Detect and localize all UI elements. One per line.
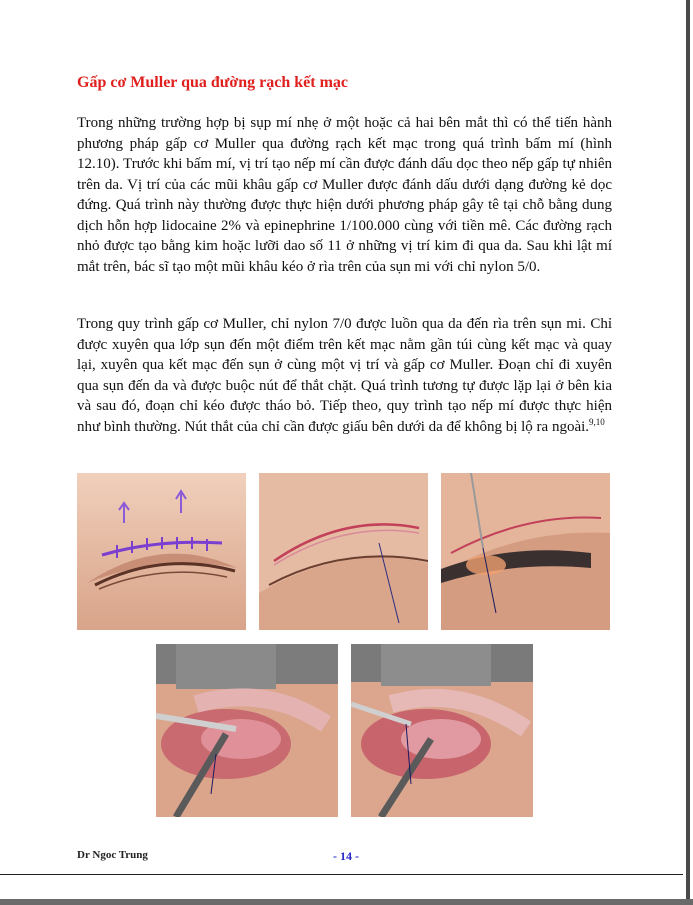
surgery-photo-3	[441, 473, 610, 630]
page-number: - 14 -	[333, 849, 359, 863]
section-heading: Gấp cơ Muller qua đường rạch kết mạc	[77, 74, 349, 91]
surgery-photo-1	[77, 473, 246, 630]
footer-author: Dr Ngoc Trung	[77, 849, 148, 861]
page-border-bottom	[0, 899, 693, 905]
paragraph-2	[77, 314, 612, 437]
page-border-right	[686, 0, 690, 905]
surgery-photo-4	[156, 644, 338, 817]
footer-divider	[0, 874, 683, 875]
surgery-photo-5	[351, 644, 533, 817]
citation-superscript: 9,10	[589, 416, 605, 427]
paragraph-1: Trong những trường hợp bị sụp mí nhẹ ở một hoặc cả hai bên mắt thì có thể tiến hành phương pháp gấp cơ Muller qua đường rạch kết mạc trong quá trình bấm mí (hình 12.10). Trước khi bấm mí, vị trí tạo nếp mí cần được đánh dấu dọc theo nếp gấp tự nhiên trên da. Vị trí của các mũi khâu gấp cơ Muller được đánh dấu dưới dạng đường kẻ dọc đứng. Quá trình này thường được thực hiện dưới phương pháp gây tê tại chỗ bằng dung dịch hỗn hợp lidocaine 2% và epinephrine 1/100.000 cùng với tiền mê. Các đường rạch nhỏ được tạo bằng kim hoặc lưỡi dao số 11 ở những vị trí kim đi qua da. Sau khi lật mí mắt trên, bác sĩ tạo một mũi khâu kéo ở rìa trên của sụn mi với chỉ nylon 5/0.	[77, 115, 612, 275]
paragraph-2-text: Trong quy trình gấp cơ Muller, chỉ nylon 7/0 được luồn qua da đến rìa trên sụn mi. Chỉ được xuyên qua lớp sụn đến một điểm trên kết mạc nằm gần túi cùng kết mạc và quay lại, xuyên qua kết mạc đến sụn ở cùng một vị trí và gấp cơ Muller. Đoạn chỉ đi xuyên qua sụn đến da và được buộc nút để thắt chặt. Quá trình tương tự được lặp lại ở bên kia và sau đó, đoạn chỉ kéo được tháo bỏ. Tiếp theo, quy trình tạo nếp mí được thực hiện như bình thường. Nút thắt của chỉ cần được giấu bên dưới da để không bị lộ ra ngoài.	[77, 316, 612, 435]
surgery-photo-2	[259, 473, 428, 630]
